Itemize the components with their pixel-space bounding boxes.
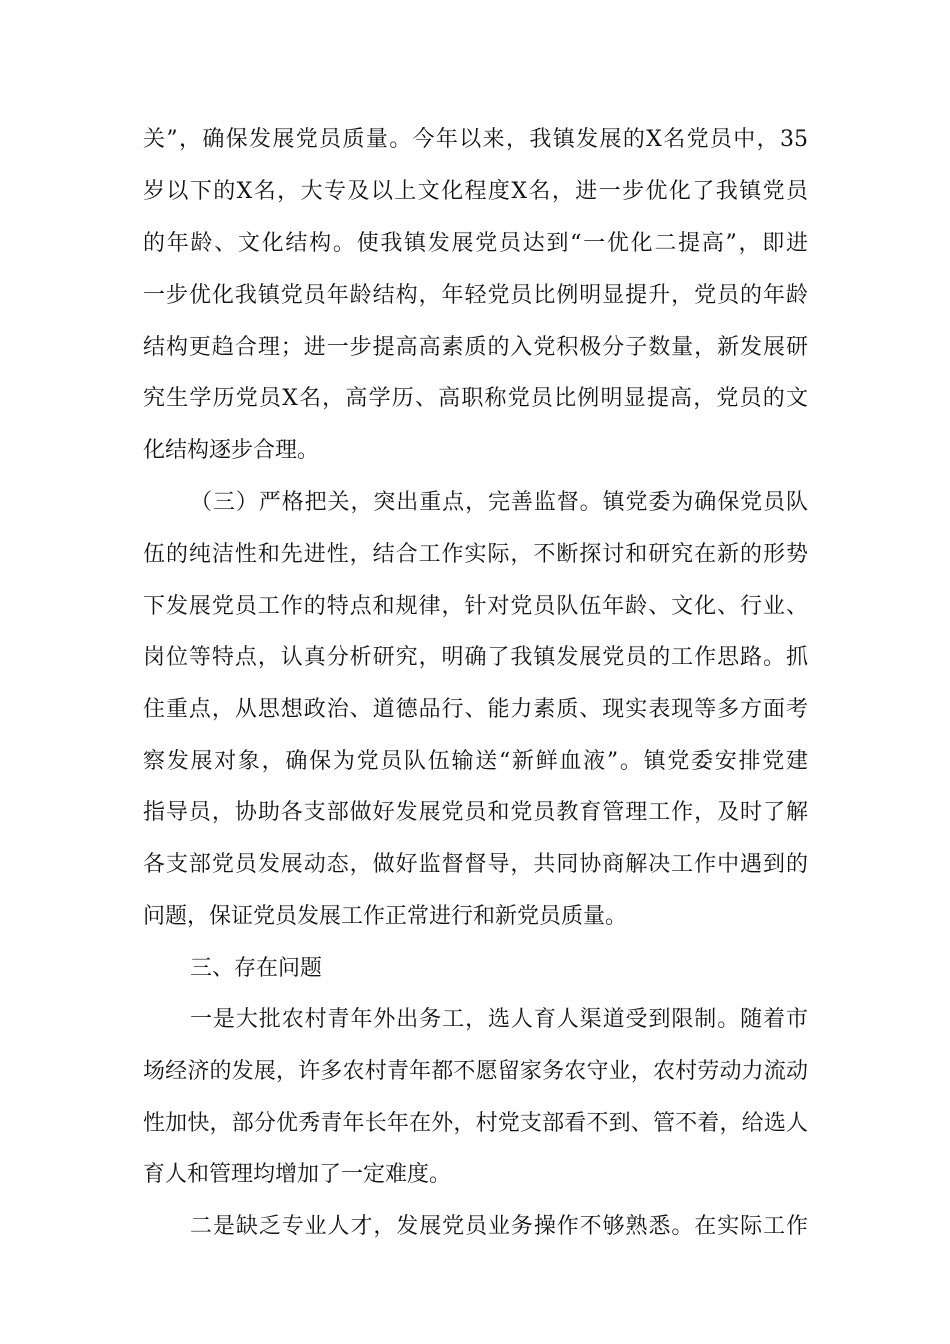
paragraph-line: 性加快，部分优秀青年长年在外，村党支部看不到、管不着，给选人 [143, 1111, 808, 1136]
paragraph-line: 住重点，从思想政治、道德品行、能力素质、现实表现等多方面考 [143, 697, 808, 722]
paragraph-line: 关”，确保发展党员质量。今年以来，我镇发展的X名党员中，35 [143, 127, 808, 152]
paragraph-line: 二是缺乏专业人才，发展党员业务操作不够熟悉。在实际工作 [190, 1214, 808, 1239]
paragraph-line: 岗位等特点，认真分析研究，明确了我镇发展党员的工作思路。抓 [143, 645, 808, 670]
paragraph-line: 育人和管理均增加了一定难度。 [143, 1162, 452, 1187]
paragraph-line: 岁以下的X名，大专及以上文化程度X名，进一步优化了我镇党员 [143, 179, 808, 204]
paragraph-line: 问题，保证党员发展工作正常进行和新党员质量。 [143, 904, 628, 929]
paragraph-line: 察发展对象，确保为党员队伍输送“新鲜血液”。镇党委安排党建 [143, 749, 808, 774]
paragraph-line: 的年龄、文化结构。使我镇发展党员达到“一优化二提高”，即进 [143, 231, 808, 256]
paragraph-line: 下发展党员工作的特点和规律，针对党员队伍年龄、文化、行业、 [143, 594, 808, 619]
paragraph-line: 结构更趋合理；进一步提高高素质的入党积极分子数量，新发展研 [143, 335, 808, 360]
paragraph-line: 一步优化我镇党员年龄结构，年轻党员比例明显提升，党员的年龄 [143, 283, 808, 308]
paragraph-line: 场经济的发展，许多农村青年都不愿留家务农守业，农村劳动力流动 [143, 1059, 808, 1084]
paragraph-line: （三）严格把关，突出重点，完善监督。镇党委为确保党员队 [190, 490, 808, 515]
paragraph-line: 化结构逐步合理。 [143, 438, 320, 463]
paragraph-line: 一是大批农村青年外出务工，选人育人渠道受到限制。随着市 [190, 1007, 808, 1032]
paragraph-line: 伍的纯洁性和先进性，结合工作实际，不断探讨和研究在新的形势 [143, 542, 808, 567]
paragraph-line: 各支部党员发展动态，做好监督督导，共同协商解决工作中遇到的 [143, 852, 808, 877]
section-heading: 三、存在问题 [190, 956, 323, 981]
paragraph-line: 究生学历党员X名，高学历、高职称党员比例明显提高，党员的文 [143, 386, 808, 411]
paragraph-line: 指导员，协助各支部做好发展党员和党员教育管理工作，及时了解 [143, 800, 808, 825]
